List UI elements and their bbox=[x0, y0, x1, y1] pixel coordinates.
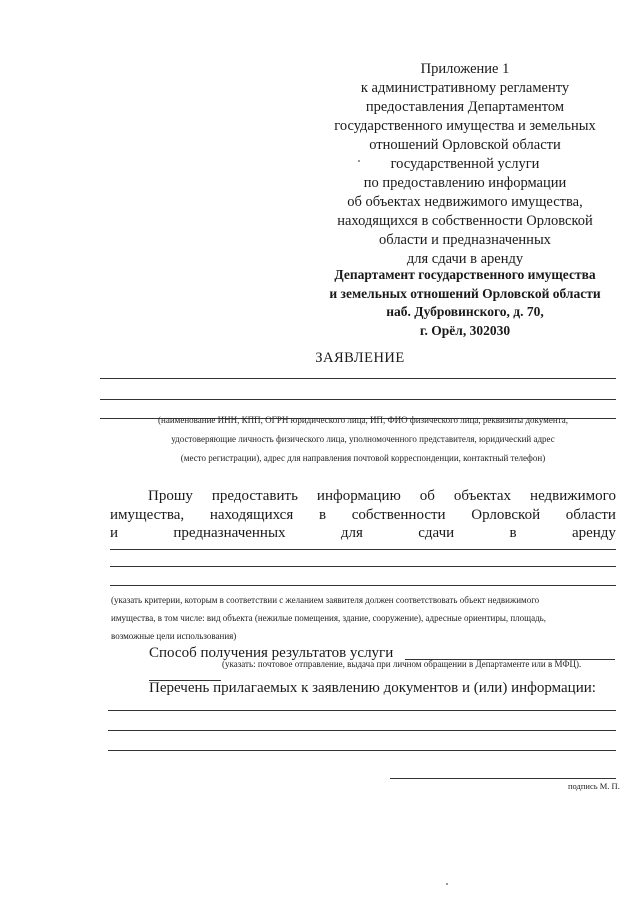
request-word: области bbox=[565, 506, 616, 523]
appendix-line: находящихся в собственности Орловской bbox=[337, 213, 593, 229]
applicant-note-line: удостоверяющие личность физического лица, уполномоченного представителя, юридический адрес bbox=[171, 434, 555, 444]
request-word: аренду bbox=[571, 525, 616, 541]
documents-label: Перечень прилагаемых к заявлению документов и (или) информации: bbox=[149, 680, 596, 696]
scan-speck bbox=[446, 883, 448, 885]
appendix-line: области и предназначенных bbox=[379, 232, 551, 248]
request-word: предназначенных bbox=[173, 525, 286, 541]
appendix-line: к административному регламенту bbox=[360, 80, 570, 96]
appendix-line: по предоставлению информации bbox=[363, 175, 567, 191]
criteria-note bbox=[111, 594, 616, 643]
criteria-note-line: (указать критерии, которым в соответствии с желанием заявителя должен соответствовать объект недвижимого bbox=[111, 595, 540, 605]
request-word: информацию bbox=[316, 488, 401, 504]
request-line bbox=[110, 524, 616, 543]
request-line bbox=[110, 487, 616, 506]
appendix-line: Приложение 1 bbox=[420, 61, 510, 77]
request-word: об bbox=[419, 488, 435, 504]
addressee-line: наб. Дубровинского, д. 70, bbox=[386, 304, 544, 319]
criteria-note-line: имущества, в том числе: вид объекта (нежилые помещения, здание, сооружение), адресные ориентиры, площадь, bbox=[111, 613, 547, 623]
signature-label: подпись М. П. bbox=[568, 781, 620, 791]
request-word: и bbox=[110, 525, 119, 541]
appendix-line: предоставления Департаментом bbox=[365, 99, 565, 115]
request-word: Прошу bbox=[148, 488, 193, 504]
request-word: в bbox=[318, 506, 327, 523]
applicant-note-line: (место регистрации), адрес для направления почтовой корреспонденции, контактный телефон) bbox=[180, 453, 546, 463]
request-word: для bbox=[340, 525, 363, 541]
appendix-line: для сдачи в аренду bbox=[406, 251, 524, 267]
appendix-line: государственного имущества и земельных bbox=[334, 118, 596, 134]
request-line bbox=[110, 506, 616, 525]
request-word: предоставить bbox=[211, 488, 298, 504]
request-word: находящихся bbox=[209, 506, 294, 523]
applicant-note-line: (наименование ИНН, КПП, ОГРН юридического лица, ИП, ФИО физического лица, реквизиты документа, bbox=[158, 415, 568, 425]
documents-fill-line[interactable] bbox=[108, 730, 616, 731]
criteria-fill-line[interactable] bbox=[110, 585, 616, 586]
documents-fill-line[interactable] bbox=[108, 750, 616, 751]
documents-fill-line[interactable] bbox=[108, 710, 616, 711]
appendix-line: отношений Орловской области bbox=[369, 137, 561, 153]
request-word: в bbox=[509, 525, 517, 541]
request-word: имущества, bbox=[110, 506, 185, 523]
applicant-fill-line[interactable] bbox=[100, 378, 616, 379]
addressee-line: г. Орёл, 302030 bbox=[419, 322, 511, 338]
appendix-header bbox=[300, 60, 630, 269]
request-word: собственности bbox=[351, 506, 446, 523]
criteria-fill-line[interactable] bbox=[110, 566, 616, 567]
addressee-block bbox=[300, 266, 630, 340]
request-word: Орловской bbox=[471, 506, 541, 523]
signature-line[interactable] bbox=[390, 778, 616, 779]
scan-speck bbox=[358, 160, 360, 162]
appendix-line: государственной услуги bbox=[390, 156, 540, 172]
request-paragraph bbox=[110, 487, 616, 543]
request-word: объектах bbox=[453, 488, 512, 504]
request-word: недвижимого bbox=[530, 488, 616, 504]
method-note: (указать: почтовое отправление, выдача при личном обращении в Департаменте или в МФЦ). bbox=[222, 659, 582, 669]
appendix-line: об объектах недвижимого имущества, bbox=[347, 194, 583, 210]
addressee-line: Департамент государственного имущества bbox=[334, 267, 596, 282]
method-label: Способ получения результатов услуги bbox=[149, 645, 394, 661]
criteria-note-line: возможные цели использования) bbox=[111, 631, 237, 641]
applicant-fill-line[interactable] bbox=[100, 399, 616, 400]
document-title: ЗАЯВЛЕНИЕ bbox=[315, 350, 405, 366]
request-underline[interactable] bbox=[110, 549, 616, 550]
applicant-note bbox=[108, 414, 618, 465]
addressee-line: и земельных отношений Орловской области bbox=[329, 285, 601, 301]
request-word: сдачи bbox=[418, 525, 455, 541]
